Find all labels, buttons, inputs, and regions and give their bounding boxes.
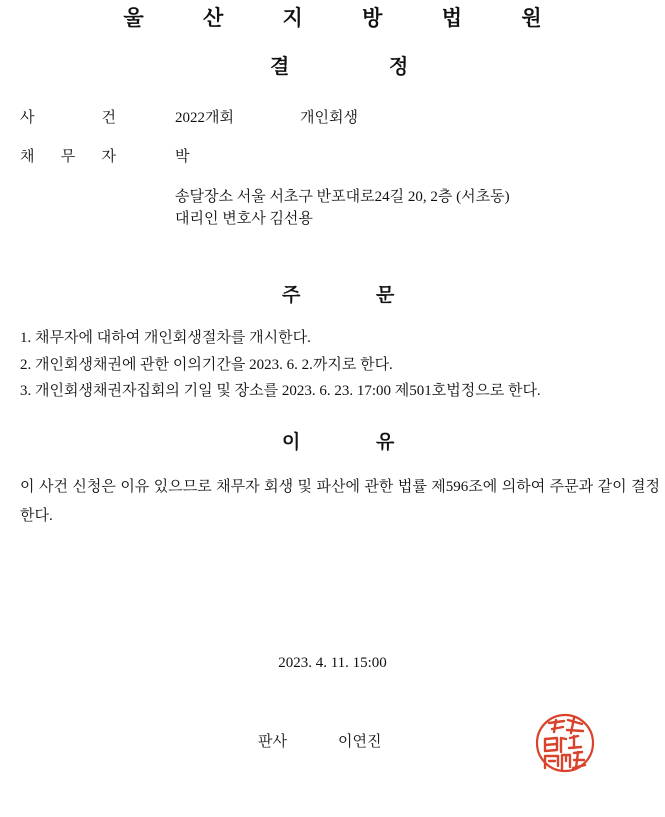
case-type: 개인회생: [300, 110, 358, 126]
decision-datetime: 2023. 4. 11. 15:00: [278, 655, 387, 671]
judge-name: 이연진: [338, 734, 382, 750]
document-type-char-1: 결: [270, 54, 290, 78]
judge-title: 판사: [258, 734, 287, 750]
service-address: 송달장소 서울 서초구 반포대로24길 20, 2층 (서초동): [175, 189, 510, 205]
debtor-label: 채 무 자: [20, 149, 116, 165]
order-heading-char-2: 문: [376, 284, 395, 306]
reason-heading-char-1: 이: [282, 431, 301, 453]
case-label: 사 건: [20, 110, 116, 126]
case-number: 2022개회: [175, 110, 234, 126]
debtor-name: 박: [175, 149, 190, 165]
debtor-representative: 대리인 변호사 김선용: [175, 211, 313, 227]
judge-seal-stamp: [530, 708, 600, 778]
order-item-1: 1. 채무자에 대하여 개인회생절차를 개시한다.: [20, 330, 311, 346]
order-item-3: 3. 개인회생채권자집회의 기일 및 장소를 2023. 6. 23. 17:00 제501호법정으로 한다.: [20, 383, 541, 399]
document-type-char-2: 정: [389, 54, 409, 78]
order-heading-char-1: 주: [282, 284, 301, 306]
order-item-2: 2. 개인회생채권에 관한 이의기간을 2023. 6. 2.까지로 한다.: [20, 357, 393, 373]
reason-heading-char-2: 유: [376, 431, 395, 453]
court-name: 울 산 지 방 법 원: [123, 6, 568, 30]
reason-text: 이 사건 신청은 이유 있으므로 채무자 회생 및 파산에 관한 법률 제596조에 의하여 주문과 같이 결정한다.: [20, 479, 660, 524]
